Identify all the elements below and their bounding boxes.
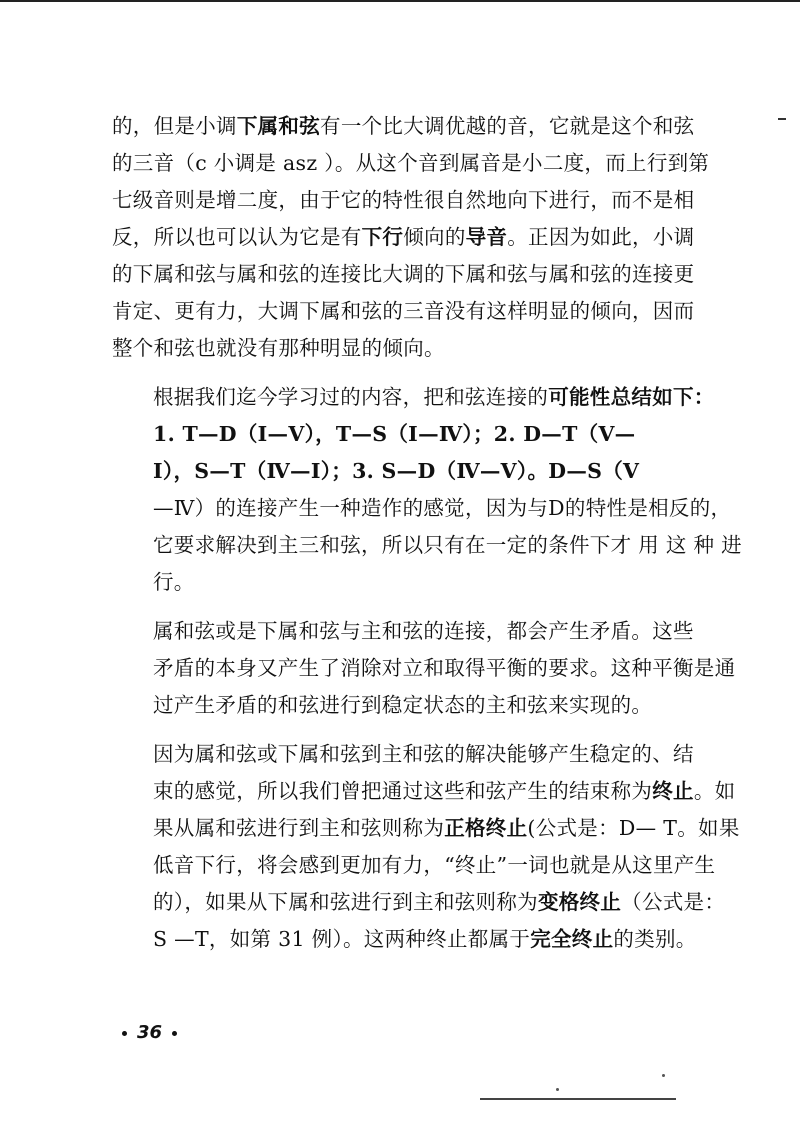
text-segment: 的），如果从下属和弦进行到主和弦则称为 — [153, 890, 538, 914]
bold-term: Ⅰ），S—T（Ⅳ—Ⅰ）；3. S—D（Ⅳ—Ⅴ）。D—S（Ⅴ — [153, 459, 640, 483]
bullet-dot-left — [122, 1031, 127, 1036]
bullet-dot-right — [172, 1031, 177, 1036]
text-segment: 的三音（c 小调是 asz ）。从这个音到属音是小二度，而上行到第 — [112, 151, 710, 175]
footer-speck — [662, 1074, 665, 1077]
text-line — [112, 145, 710, 182]
text-line — [112, 108, 695, 145]
text-segment: 根据我们迄今学习过的内容，把和弦连接的 — [153, 385, 549, 409]
text-segment: 行。 — [153, 570, 195, 594]
margin-mark — [778, 118, 786, 120]
text-line — [112, 527, 742, 564]
text-line — [112, 453, 692, 490]
page-number — [112, 1022, 187, 1043]
text-line — [112, 416, 692, 453]
text-line — [112, 810, 740, 847]
text-line — [112, 490, 732, 527]
text-segment: 属和弦或是下属和弦与主和弦的连接，都会产生矛盾。这些 — [153, 619, 694, 643]
text-segment: 矛盾的本身又产生了消除对立和取得平衡的要求。这种平衡是通 — [153, 656, 736, 680]
text-segment: S —T，如第 31 例）。这两种终止都属于 — [153, 927, 531, 951]
text-segment: 的类别。 — [613, 927, 697, 951]
text-segment: 它要求解决到主三和弦，所以只有在一定的条件下才 用 这 种 进 — [153, 533, 742, 557]
bold-term: 可能性总结如下： — [548, 385, 715, 409]
text-line — [112, 182, 695, 219]
footer-line — [480, 1098, 676, 1100]
text-line — [112, 256, 695, 293]
text-segment: 的，但是小调 — [112, 114, 237, 138]
footer-speck — [556, 1088, 559, 1091]
text-line — [112, 921, 697, 958]
paragraph — [112, 736, 740, 958]
top-edge-line — [0, 0, 800, 2]
text-line — [112, 687, 692, 724]
paragraph — [112, 108, 710, 367]
text-segment: 整个和弦也就没有那种明显的倾向。 — [112, 336, 445, 360]
text-line — [112, 847, 716, 884]
bold-term: 变格终止 — [537, 890, 622, 914]
text-line — [112, 884, 726, 921]
bold-term: 完全终止 — [530, 927, 614, 951]
text-line — [112, 330, 692, 367]
text-segment: —Ⅳ）的连接产生一种造作的感觉，因为与D的特性是相反的， — [153, 496, 732, 520]
text-line — [112, 564, 692, 601]
bold-term: 下属和弦 — [236, 114, 321, 138]
text-segment: 七级音则是增二度，由于它的特性很自然地向下进行，而不是相 — [112, 188, 695, 212]
text-segment: 低音下行，将会感到更加有力，“终止”一词也就是从这里产生 — [153, 853, 716, 877]
text-line — [112, 773, 736, 810]
text-segment: 束的感觉，所以我们曾把通过这些和弦产生的结束称为 — [153, 779, 653, 803]
bold-term: 终止 — [652, 779, 694, 803]
text-segment: 的下属和弦与属和弦的连接比大调的下属和弦与属和弦的连接更 — [112, 262, 695, 286]
paragraph — [112, 379, 742, 601]
text-segment: 倾向的 — [403, 225, 466, 249]
bold-term: 正格终止 — [444, 816, 528, 840]
text-segment: 因为属和弦或下属和弦到主和弦的解决能够产生稳定的、结 — [153, 742, 694, 766]
text-line — [112, 650, 736, 687]
text-segment: 肯定、更有力，大调下属和弦的三音没有这样明显的倾向，因而 — [112, 299, 695, 323]
text-segment: （公式是： — [621, 890, 726, 914]
bold-term: 下行 — [361, 225, 404, 249]
text-segment: 反，所以也可以认为它是有 — [112, 225, 362, 249]
page-number-value: 36 — [137, 1022, 163, 1043]
text-segment: 过产生矛盾的和弦进行到稳定状态的主和弦来实现的。 — [153, 693, 653, 717]
text-segment: 。正因为如此，小调 — [507, 225, 695, 249]
page-body-text — [112, 108, 742, 970]
bold-term: 导音 — [465, 225, 508, 249]
text-segment: (公式是：D— T。如果 — [527, 816, 740, 840]
text-segment: 果从属和弦进行到主和弦则称为 — [153, 816, 445, 840]
text-line — [112, 379, 715, 416]
text-line — [112, 293, 695, 330]
text-line — [112, 736, 692, 773]
text-line — [112, 219, 695, 256]
text-segment: 。如 — [693, 779, 736, 803]
text-line — [112, 613, 692, 650]
text-segment: 有一个比大调优越的音，它就是这个和弦 — [320, 114, 695, 138]
bold-term: 1. T—D（Ⅰ—Ⅴ），T—S（Ⅰ—Ⅳ）；2. D—T（Ⅴ— — [153, 422, 636, 446]
paragraph — [112, 613, 736, 724]
